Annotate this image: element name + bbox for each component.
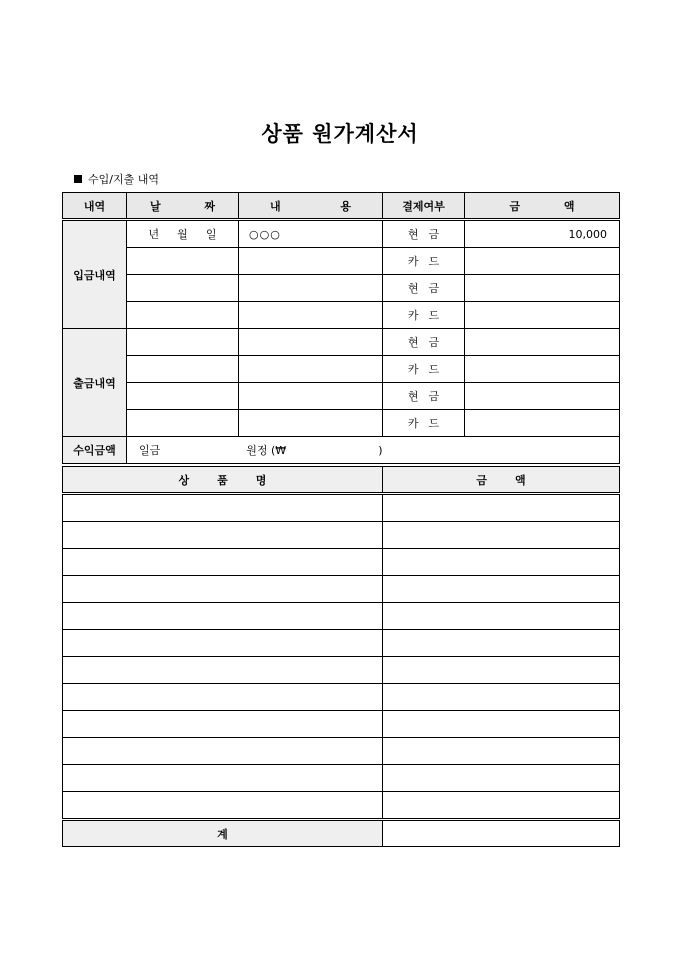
product-name-cell[interactable] [63, 522, 383, 549]
date-cell[interactable] [127, 302, 239, 329]
product-amount-cell[interactable] [383, 603, 620, 630]
year-label: 년 [148, 228, 160, 241]
product-name-cell[interactable] [63, 494, 383, 522]
date-cell[interactable] [127, 383, 239, 410]
content-cell[interactable] [239, 302, 383, 329]
amount-cell[interactable] [465, 275, 620, 302]
profit-value[interactable] [127, 437, 620, 464]
payment-cell: 현금 [383, 383, 465, 410]
expense-label: 출금내역 [63, 329, 127, 437]
product-amount-cell[interactable] [383, 792, 620, 820]
product-table [62, 466, 620, 847]
product-name-cell[interactable] [63, 576, 383, 603]
section-label-text: 수입/지출 내역 [88, 173, 159, 186]
product-amount-cell[interactable] [383, 494, 620, 522]
table-row [63, 383, 620, 410]
product-name-cell[interactable] [63, 792, 383, 820]
ledger-header-row [63, 193, 620, 220]
total-amount-cell[interactable] [383, 820, 620, 847]
ledger-table [62, 192, 620, 464]
date-cell[interactable] [127, 248, 239, 275]
header-date: 날 짜 [127, 193, 239, 220]
date-cell[interactable] [127, 329, 239, 356]
total-row [63, 820, 620, 847]
total-label: 계 [63, 820, 383, 847]
section-label [74, 171, 159, 187]
table-row [63, 765, 620, 792]
amount-cell[interactable] [465, 302, 620, 329]
header-product-name: 상품명 [63, 467, 383, 494]
content-cell[interactable] [239, 329, 383, 356]
header-category: 내역 [63, 193, 127, 220]
product-name-cell[interactable] [63, 765, 383, 792]
square-bullet-icon [74, 175, 82, 183]
content-cell[interactable]: ○○○ [239, 220, 383, 248]
page-title: 상품 원가계산서 [261, 122, 419, 146]
amount-cell[interactable] [465, 356, 620, 383]
content-cell[interactable] [239, 410, 383, 437]
content-cell[interactable] [239, 356, 383, 383]
date-cell[interactable] [127, 220, 239, 248]
month-label: 월 [177, 228, 188, 241]
profit-prefix: 일금 [139, 444, 161, 457]
profit-label: 수익금액 [63, 437, 127, 464]
date-cell[interactable] [127, 410, 239, 437]
table-row [63, 275, 620, 302]
product-name-cell[interactable] [63, 684, 383, 711]
product-amount-cell[interactable] [383, 630, 620, 657]
header-amount: 금 액 [465, 193, 620, 220]
amount-cell[interactable]: 10,000 [465, 220, 620, 248]
table-row [63, 657, 620, 684]
product-header-row [63, 467, 620, 494]
product-amount-cell[interactable] [383, 657, 620, 684]
product-name-cell[interactable] [63, 657, 383, 684]
payment-cell: 카드 [383, 356, 465, 383]
product-name-cell[interactable] [63, 711, 383, 738]
header-product-amount: 금액 [383, 467, 620, 494]
amount-cell[interactable] [465, 248, 620, 275]
product-amount-cell[interactable] [383, 522, 620, 549]
content-cell[interactable] [239, 275, 383, 302]
product-amount-cell[interactable] [383, 549, 620, 576]
income-label: 입금내역 [63, 220, 127, 329]
table-row [63, 738, 620, 765]
table-row [63, 329, 620, 356]
amount-cell[interactable] [465, 410, 620, 437]
product-amount-cell[interactable] [383, 711, 620, 738]
product-name-cell[interactable] [63, 549, 383, 576]
profit-close: ) [378, 444, 383, 457]
product-amount-cell[interactable] [383, 576, 620, 603]
table-row [63, 248, 620, 275]
table-row [63, 792, 620, 820]
table-row [63, 684, 620, 711]
payment-cell: 카드 [383, 410, 465, 437]
amount-cell[interactable] [465, 383, 620, 410]
profit-row [63, 437, 620, 464]
table-row [63, 302, 620, 329]
table-row [63, 494, 620, 522]
table-row [63, 711, 620, 738]
header-payment: 결제여부 [383, 193, 465, 220]
table-row [63, 549, 620, 576]
day-label: 일 [205, 228, 217, 241]
payment-cell: 카드 [383, 302, 465, 329]
product-name-cell[interactable] [63, 738, 383, 765]
payment-cell: 카드 [383, 248, 465, 275]
content-cell[interactable] [239, 248, 383, 275]
product-amount-cell[interactable] [383, 765, 620, 792]
header-content: 내 용 [239, 193, 383, 220]
table-row [63, 410, 620, 437]
payment-cell: 현금 [383, 275, 465, 302]
product-amount-cell[interactable] [383, 738, 620, 765]
payment-cell: 현금 [383, 329, 465, 356]
product-amount-cell[interactable] [383, 684, 620, 711]
table-row [63, 356, 620, 383]
payment-cell: 현금 [383, 220, 465, 248]
date-cell[interactable] [127, 356, 239, 383]
profit-suffix: 원정 (₩ [246, 444, 287, 457]
content-cell[interactable] [239, 383, 383, 410]
amount-cell[interactable] [465, 329, 620, 356]
table-row [63, 576, 620, 603]
table-row [63, 603, 620, 630]
date-cell[interactable] [127, 275, 239, 302]
product-name-cell[interactable] [63, 603, 383, 630]
table-row [63, 220, 620, 248]
table-row [63, 630, 620, 657]
table-row [63, 522, 620, 549]
product-name-cell[interactable] [63, 630, 383, 657]
